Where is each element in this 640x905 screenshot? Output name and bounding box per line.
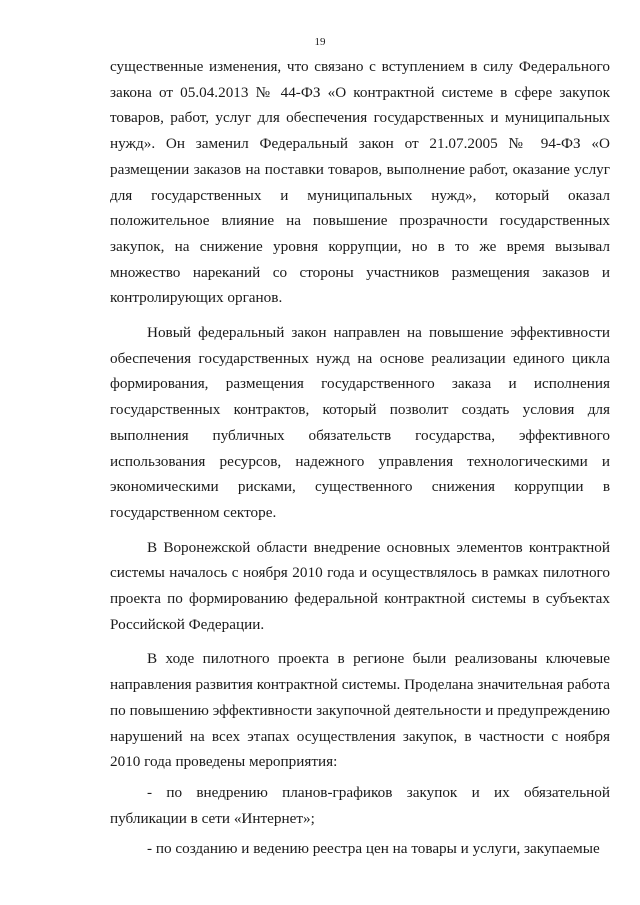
page-number: 19	[314, 36, 326, 48]
document-body	[110, 54, 610, 862]
list-item-plans-schedules: - по внедрению планов-графиков закупок и их обязательной публикации в сети «Интернет»;	[110, 783, 610, 827]
paragraph-voronezh-region: В Воронежской области внедрение основных элементов контрактной системы началось с ноября 2010 года и осуществлялось в рамках пилотного проекта по формированию федеральной контрактной системы в субъектах Российской Федерации.	[110, 538, 610, 633]
paragraph-pilot-project: В ходе пилотного проекта в регионе были реализованы ключевые направления развития контрактной системы. Проделана значительная работа по повышению эффективности закупочной деятельности и предупреждению нарушений на всех этапах осуществления закупок, в частности с ноября 2010 года проведены мероприятия:	[110, 650, 610, 771]
paragraph-continuation: существенные изменения, что связано с вступлением в силу Федерального закона от 05.04.2013 № 44-ФЗ «О контрактной системе в сфере закупок товаров, работ, услуг для обеспечения государственных и муниципальных нужд». Он заменил Федеральный закон от 21.07.2005 № 94-ФЗ «О размещении заказов на поставки товаров, выполнение работ, оказание услуг для государственных и муниципальных нужд», который оказал положительное влияние на повышение прозрачности государственных закупок, на снижение уровня коррупции, но в то же время вызывал множество нареканий со стороны участников размещения заказов и контролирующих органов.	[110, 58, 610, 307]
list-item-price-registry: - по созданию и ведению реестра цен на товары и услуги, закупаемые	[147, 840, 600, 858]
paragraph-new-federal-law: Новый федеральный закон направлен на повышение эффективности обеспечения государственных нужд на основе реализации единого цикла формирования, размещения государственного заказа и исполнения государственных контрактов, который позволит создать условия для выполнения публичных обязательств государства, эффективного использования ресурсов, надежного управления технологическими и экономическими рисками, существенного снижения коррупции в государственном секторе.	[110, 324, 610, 521]
